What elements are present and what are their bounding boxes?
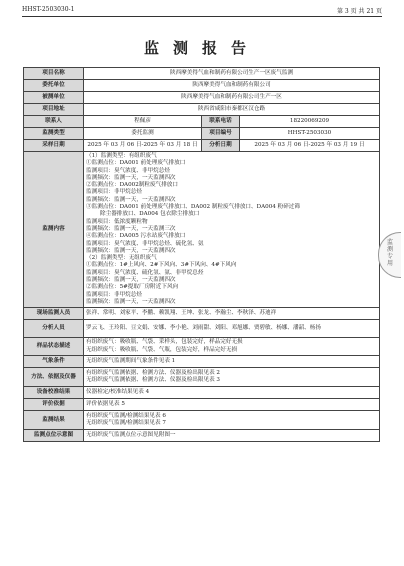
- row-contact: [24, 116, 380, 128]
- content-line: 监测频次：监测一天，一天监测四次: [86, 277, 176, 284]
- row-field-staff: [24, 308, 380, 320]
- methods-value: [84, 368, 380, 387]
- monitoring-type-label: 监测类型: [24, 128, 84, 140]
- sample-status-line: 无组织废气：吸收瓶、气袋、气瓶，包装完好，样品完好无损: [86, 346, 238, 353]
- header-rule: [22, 16, 382, 17]
- content-line: （2）监测类型：无组织废气: [86, 255, 157, 262]
- phone-value: 18220069209: [240, 116, 380, 128]
- content-line: 监测项目：低浓度颗粒物: [86, 218, 148, 225]
- analysis-date-value: 2025 年 03 月 06 日-2025 年 03 月 19 日: [240, 140, 380, 152]
- content-line: ①监测点位：DA001 前处理废气排放口: [86, 160, 186, 167]
- content-line: 监测项目：非甲烷总烃: [86, 189, 142, 196]
- sampling-date-value: 2025 年 03 月 06 日-2025 年 03 月 18 日: [84, 140, 202, 152]
- content-line: 除尘器排放口、DA004 包衣除尘排放口: [100, 211, 200, 218]
- content-line: 监测项目：臭气浓度、硫化氢、氨、非甲烷总烃: [86, 269, 204, 276]
- contact-label: 联系人: [24, 116, 84, 128]
- diagram-label: 监测点位示意图: [24, 430, 84, 442]
- content-line: （1）监测类型：有组织废气: [86, 153, 157, 159]
- content-line: ②监测点位：DA002制粒废气排放口: [86, 182, 178, 189]
- conditions-label: 气象条件: [24, 356, 84, 368]
- analysis-date-label: 分析日期: [202, 140, 240, 152]
- page-indicator: 第 3 页 共 21 页: [337, 8, 382, 15]
- monitoring-content-label: 监测内容: [24, 152, 84, 308]
- address-label: 项目地址: [24, 104, 84, 116]
- row-monitored-unit: [24, 92, 380, 104]
- content-line: 监测频次：监测一天，一天监测四次: [86, 298, 176, 305]
- page-header: [22, 6, 382, 16]
- row-analysts: [24, 320, 380, 338]
- row-diagram: [24, 430, 380, 442]
- seal-stamp: [378, 232, 401, 278]
- evaluation-value: 评价依据见表 5: [84, 399, 380, 411]
- sample-status-label: 样品状态描述: [24, 338, 84, 356]
- content-line: 监测项目：臭气浓度、非甲烷总烃、硫化氢、氨: [86, 240, 204, 247]
- results-line: 无组织废气监测/检测结果见表 7: [86, 420, 166, 427]
- conditions-value: 无组织废气监测期间气象条件见表 1: [84, 356, 380, 368]
- row-client: [24, 80, 380, 92]
- report-table: [23, 67, 380, 442]
- content-line: 监测频次：监测一天，一天监测四次: [86, 196, 176, 203]
- sampling-date-label: 采样日期: [24, 140, 84, 152]
- report-title: 监测报告: [143, 39, 260, 57]
- sample-status-value: [84, 338, 380, 356]
- row-results: [24, 411, 380, 430]
- row-monitoring-content: [24, 152, 380, 308]
- address-value: 陕西省咸阳市秦都区汉仓路: [84, 104, 380, 116]
- content-line: 监测项目：非甲烷总烃: [86, 291, 142, 298]
- content-line: 监测项目：臭气浓度、非甲烷总烃: [86, 167, 170, 174]
- row-sample-status: [24, 338, 380, 356]
- row-dates: [24, 140, 380, 152]
- sample-status-line: 有组织废气：吸收瓶、气袋、采样头，包装完好，样品完好无损: [86, 339, 243, 346]
- row-instruments: [24, 387, 380, 399]
- project-name-value: 陕西摩美得气血和制药有限公司生产一区废气监测: [84, 68, 380, 80]
- project-number-value: HHST-2503030: [240, 128, 380, 140]
- client-label: 委托单位: [24, 80, 84, 92]
- results-label: 监测结果: [24, 411, 84, 430]
- project-name-label: 项目名称: [24, 68, 84, 80]
- row-methods: [24, 368, 380, 387]
- monitored-unit-value: 陕西摩美得气血和制药有限公司生产一区: [84, 92, 380, 104]
- methods-label: 方法、依据及仪器: [24, 368, 84, 387]
- analysts-value: 罗云飞、王玲阳、豆文娟、安娜、李小艳、刘雨甜、刘阳、邓旭娜、贾碧敏、杨娜、潘韶、杨扬: [84, 320, 380, 338]
- content-line: 监测频次：监测一天，一天监测三次: [86, 225, 176, 232]
- seal-stamp-text: 监测专用: [386, 239, 393, 267]
- content-line: ②监测点位：5#提取厂房附近下风向: [86, 284, 179, 291]
- content-line: 监测频次：监测一天，一天监测四次: [86, 247, 176, 254]
- monitoring-content-value: [84, 152, 380, 308]
- monitored-unit-label: 被测单位: [24, 92, 84, 104]
- row-evaluation: [24, 399, 380, 411]
- field-staff-label: 现场监测人员: [24, 308, 84, 320]
- diagram-value: 无组织废气监测点位示意图见附图一: [84, 430, 380, 442]
- row-conditions: [24, 356, 380, 368]
- content-line: ③监测点位：DA001 前处理废气排放口、DA002 制粒废气排放口、DA004 粉碎过筛: [86, 204, 300, 211]
- results-value: [84, 411, 380, 430]
- field-staff-value: 张祥、常明、刘家平、李鹏、赖凯翔、王坤、张龙、李瀚尘、李秋泽、苏迪祥: [84, 308, 380, 320]
- phone-label: 联系电话: [202, 116, 240, 128]
- row-monitoring-type: [24, 128, 380, 140]
- instruments-label: 设备校准结果: [24, 387, 84, 399]
- row-address: [24, 104, 380, 116]
- evaluation-label: 评价依据: [24, 399, 84, 411]
- project-number-label: 项目编号: [202, 128, 240, 140]
- results-line: 有组织废气监测/检测结果见表 6: [86, 412, 166, 419]
- analysts-label: 分析人员: [24, 320, 84, 338]
- report-number: HHST-2503030-1: [22, 6, 75, 13]
- content-line: ④监测点位：DA005 污水站废气排放口: [86, 233, 186, 240]
- methods-line: 有组织废气监测依据、检测方法、仪器及检出限见表 2: [86, 369, 220, 376]
- client-value: 陕西摩美得气血和制药有限公司: [84, 80, 380, 92]
- content-line: ①监测点位：1#上风向、2#下风向、3#下风向、4#下风向: [86, 262, 237, 269]
- methods-line: 无组织废气监测依据、检测方法、仪器及检出限见表 3: [86, 377, 220, 384]
- content-line: 监测频次：监测一天，一天监测四次: [86, 174, 176, 181]
- instruments-value: 仪器检定/校准结果见表 4: [84, 387, 380, 399]
- monitoring-type-value: 委托监测: [84, 128, 202, 140]
- row-project-name: [24, 68, 380, 80]
- contact-value: 程佩彦: [84, 116, 202, 128]
